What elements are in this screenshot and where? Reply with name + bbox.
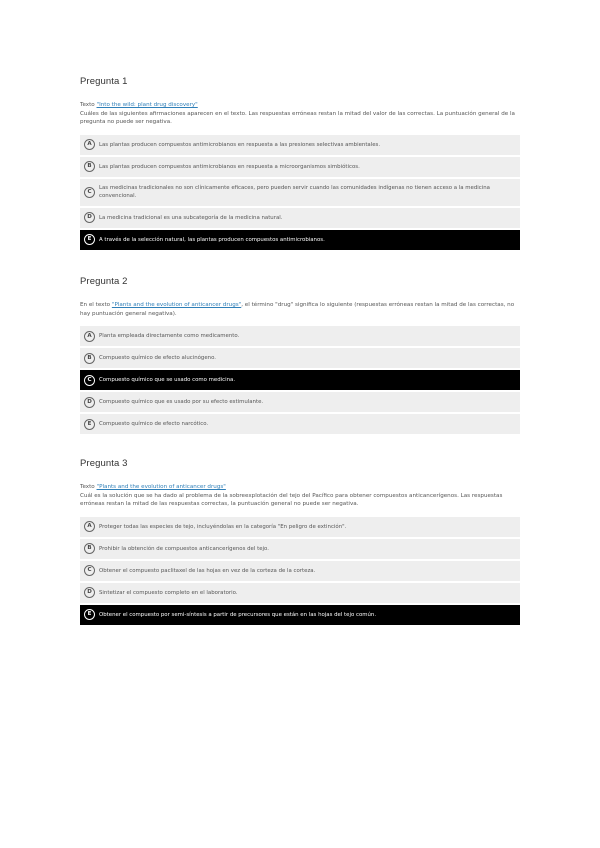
intro-text: Cuál es la solución que se ha dado al problema de la sobreexplotación del tejo del Pacífico para obtener compuestos anticancerígenos. Las respuestas erróneas restan la mitad de las respuestas correctas, la puntuación general no puede ser negativa. (80, 492, 503, 508)
option-text: Planta empleada directamente como medicamento. (99, 333, 240, 340)
option-text: A través de la selección natural, las plantas producen compuestos antimicrobianos. (99, 236, 325, 243)
question-2 (80, 276, 520, 434)
answer-option-a[interactable] (80, 326, 520, 346)
answer-option-e[interactable] (80, 605, 520, 625)
option-text: Compuesto químico que se usado como medicina. (99, 377, 236, 384)
option-text: Las plantas producen compuestos antimicrobianos en respuesta a las presiones selectivas ambientales. (99, 141, 381, 148)
intro-prefix: Texto (80, 484, 97, 490)
question-title: Pregunta 1 (80, 76, 128, 87)
option-letter-circle: C (84, 375, 95, 386)
answer-option-b[interactable] (80, 348, 520, 368)
answer-option-e[interactable] (80, 414, 520, 434)
option-text: Las medicinas tradicionales no son clínicamente eficaces, pero pueden servir cuando las comunidades indígenas no tienen acceso a la medicina convencional. (99, 185, 490, 200)
answer-option-d[interactable] (80, 208, 520, 228)
option-text: Obtener el compuesto paclitaxel de las hojas en vez de la corteza de la corteza. (99, 567, 316, 574)
question-3 (80, 458, 520, 625)
text-link[interactable]: "Plants and the evolution of anticancer drugs" (111, 302, 242, 308)
option-text: Las plantas producen compuestos antimicrobianos en respuesta a microorganismos simbióticos. (99, 163, 360, 170)
question-title: Pregunta 2 (80, 276, 128, 287)
option-letter-circle: B (84, 161, 95, 172)
question-intro (80, 301, 520, 318)
option-text: La medicina tradicional es una subcategoría de la medicina natural. (99, 214, 283, 221)
option-text: Prohibir la obtención de compuestos anticancerígenos del tejo. (99, 545, 269, 552)
option-letter-circle: A (84, 331, 95, 342)
answer-option-c[interactable] (80, 179, 520, 206)
text-link[interactable]: "Into the wild: plant drug discovery" (96, 102, 198, 108)
option-text: Compuesto químico de efecto alucinógeno. (99, 355, 216, 362)
option-letter-circle: D (84, 212, 95, 223)
option-letter-circle: A (84, 139, 95, 150)
option-letter-circle: B (84, 543, 95, 554)
option-letter-circle: E (84, 234, 95, 245)
intro-prefix: Texto (80, 102, 97, 108)
answer-options (80, 135, 520, 250)
question-intro (80, 483, 520, 509)
option-text: Sintetizar el compuesto completo en el laboratorio. (99, 589, 238, 596)
answer-option-d[interactable] (80, 392, 520, 412)
option-letter-circle: C (84, 187, 95, 198)
option-letter-circle: D (84, 587, 95, 598)
answer-option-d[interactable] (80, 583, 520, 603)
intro-prefix: En el texto (80, 302, 112, 308)
option-letter-circle: C (84, 565, 95, 576)
option-text: Obtener el compuesto por semi-síntesis a partir de precursores que están en las hojas del tejo común. (99, 611, 377, 618)
answer-options (80, 517, 520, 625)
answer-option-c[interactable] (80, 561, 520, 581)
option-text: Compuesto químico de efecto narcótico. (99, 421, 209, 428)
question-title: Pregunta 3 (80, 458, 128, 469)
answer-option-e[interactable] (80, 230, 520, 250)
answer-option-a[interactable] (80, 135, 520, 155)
option-letter-circle: D (84, 397, 95, 408)
intro-text: Cuáles de las siguientes afirmaciones aparecen en el texto. Las respuestas erróneas restan la mitad del valor de las correctas. La puntuación general de la pregunta no puede ser negativa. (80, 110, 515, 126)
intro-text: , el término "drug" significa lo siguiente (respuestas erróneas restan la mitad de las correctas, no hay puntuación general negativa). (80, 302, 515, 317)
question-intro (80, 101, 520, 127)
answer-option-b[interactable] (80, 539, 520, 559)
option-letter-circle: B (84, 353, 95, 364)
option-letter-circle: E (84, 419, 95, 430)
option-text: Proteger todas las especies de tejo, incluyéndolas en la categoría "En peligro de extinción". (99, 523, 347, 530)
question-1 (80, 76, 520, 250)
answer-options (80, 326, 520, 434)
answer-option-c[interactable] (80, 370, 520, 390)
option-text: Compuesto químico que es usado por su efecto estimulante. (99, 399, 264, 406)
option-letter-circle: E (84, 609, 95, 620)
answer-option-a[interactable] (80, 517, 520, 537)
option-letter-circle: A (84, 521, 95, 532)
text-link[interactable]: "Plants and the evolution of anticancer drugs" (96, 484, 226, 490)
answer-option-b[interactable] (80, 157, 520, 177)
